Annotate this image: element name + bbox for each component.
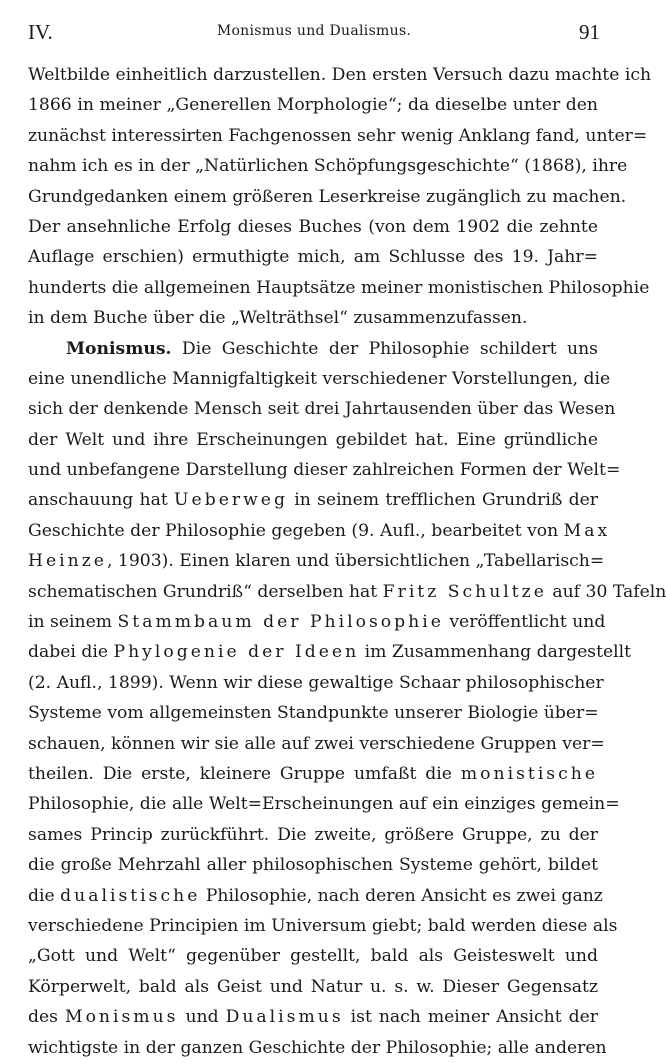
line-text: sames Princip zurückführt. Die zweite, größere Gruppe, zu der bbox=[28, 824, 598, 845]
text-line bbox=[28, 303, 598, 333]
text-line bbox=[28, 242, 598, 272]
line-text: sich der denkende Mensch seit drei Jahrtausenden über das Wesen bbox=[28, 399, 616, 420]
text-line bbox=[28, 881, 603, 911]
line-text: des bbox=[28, 1007, 65, 1028]
line-text: Philosophie, nach deren Ansicht es zwei ganz bbox=[200, 885, 603, 906]
text-line bbox=[28, 121, 648, 151]
spaced-emphasis: Heinze bbox=[28, 551, 107, 572]
page-number: 91 bbox=[579, 20, 600, 44]
running-header bbox=[28, 20, 600, 48]
spaced-emphasis: Phylogenie der Ideen bbox=[113, 642, 360, 663]
line-text: ist nach meiner Ansicht der bbox=[343, 1007, 598, 1028]
text-line bbox=[28, 546, 605, 576]
text-line bbox=[28, 334, 598, 364]
spaced-emphasis: Stammbaum der Philosophie bbox=[117, 612, 444, 633]
text-line bbox=[28, 1002, 598, 1032]
text-line bbox=[28, 577, 666, 607]
line-text: schematischen Grundriß“ derselben hat bbox=[28, 581, 383, 602]
line-text: der Welt und ihre Erscheinungen gebildet hat. Eine gründliche bbox=[28, 429, 598, 450]
line-text: veröffentlicht und bbox=[443, 612, 606, 633]
line-text: Der ansehnliche Erfolg dieses Buches (von dem 1902 die zehnte bbox=[28, 216, 598, 237]
text-line bbox=[28, 637, 632, 667]
text-line bbox=[28, 850, 598, 880]
running-title: Monismus und Dualismus. bbox=[216, 23, 412, 39]
text-line bbox=[28, 911, 618, 941]
line-text: Geschichte der Philosophie gegeben (9. Aufl., bearbeitet von bbox=[28, 520, 564, 541]
text-line bbox=[28, 182, 627, 212]
text-line bbox=[28, 607, 606, 637]
line-text: Auflage erschien) ermuthigte mich, am Schlusse des 19. Jahr= bbox=[28, 247, 598, 268]
line-text: anschauung hat bbox=[28, 490, 175, 511]
line-text: (2. Aufl., 1899). Wenn wir diese gewaltige Schaar philosophischer bbox=[28, 672, 604, 693]
line-text: schauen, können wir sie alle auf zwei verschiedene Gruppen ver= bbox=[28, 733, 605, 754]
chapter-number: IV. bbox=[28, 20, 53, 44]
line-text: Philosophie, die alle Welt=Erscheinungen auf ein einziges gemein= bbox=[28, 794, 620, 815]
text-line bbox=[28, 789, 620, 819]
text-line bbox=[28, 90, 598, 120]
line-text: „Gott und Welt“ gegenüber gestellt, bald als Geisteswelt und bbox=[28, 946, 598, 967]
spaced-emphasis: dualistische bbox=[60, 885, 201, 906]
text-line bbox=[28, 698, 598, 728]
spaced-emphasis: Dualismus bbox=[225, 1007, 344, 1028]
line-text: in seinem trefflichen Grundriß der bbox=[287, 490, 598, 511]
text-line bbox=[28, 516, 611, 546]
line-text: und bbox=[178, 1007, 226, 1028]
line-text: im Zusammenhang dargestellt bbox=[359, 642, 632, 663]
text-line bbox=[28, 273, 650, 303]
line-text: Die Geschichte der Philosophie schildert uns bbox=[171, 338, 598, 359]
text-line bbox=[28, 820, 598, 850]
text-line bbox=[28, 485, 598, 515]
spaced-emphasis: monistische bbox=[460, 763, 598, 784]
line-text: dabei die bbox=[28, 642, 114, 663]
line-text: die bbox=[28, 885, 61, 906]
line-text: theilen. Die erste, kleinere Gruppe umfaßt die bbox=[28, 763, 461, 784]
line-text: eine unendliche Mannigfaltigkeit verschiedener Vorstellungen, die bbox=[28, 368, 611, 389]
line-text: wichtigste in der ganzen Geschichte der Philosophie; alle anderen bbox=[28, 1037, 607, 1058]
line-text: 1866 in meiner „Generellen Morphologie“; da dieselbe unter den bbox=[28, 95, 598, 116]
spaced-emphasis: Max bbox=[563, 520, 611, 541]
line-text: in seinem bbox=[28, 612, 118, 633]
line-text: Weltbilde einheitlich darzustellen. Den ersten Versuch dazu machte ich bbox=[28, 65, 652, 85]
spaced-emphasis: Fritz Schultze bbox=[382, 581, 547, 602]
text-line bbox=[28, 425, 598, 455]
line-text: Körperwelt, bald als Geist und Natur u. s. w. Dieser Gegensatz bbox=[28, 976, 598, 997]
text-line bbox=[28, 151, 628, 181]
line-text: die große Mehrzahl aller philosophischen Systeme gehört, bildet bbox=[28, 855, 598, 876]
line-text: in dem Buche über die „Welträthsel“ zusammenzufassen. bbox=[28, 308, 528, 329]
text-line bbox=[28, 394, 616, 424]
spaced-emphasis: Ueberweg bbox=[174, 490, 288, 511]
text-line bbox=[28, 1033, 607, 1063]
text-line bbox=[28, 212, 598, 242]
text-line bbox=[28, 455, 621, 485]
spaced-emphasis: Monismus bbox=[64, 1007, 179, 1028]
text-line bbox=[28, 729, 605, 759]
line-text: , 1903). Einen klaren und übersichtlichen „Tabellarisch= bbox=[106, 551, 605, 572]
text-line bbox=[28, 759, 598, 789]
section-heading: Monismus. bbox=[66, 338, 172, 359]
text-line bbox=[28, 941, 598, 971]
line-text: hunderts die allgemeinen Hauptsätze meiner monistischen Philosophie bbox=[28, 277, 650, 298]
line-text: auf 30 Tafeln bbox=[546, 581, 666, 602]
text-line bbox=[28, 364, 611, 394]
text-line bbox=[28, 668, 604, 698]
line-text: zunächst interessirten Fachgenossen sehr wenig Anklang fand, unter= bbox=[28, 125, 648, 146]
text-body bbox=[28, 60, 666, 1063]
text-line bbox=[28, 60, 652, 90]
line-text: nahm ich es in der „Natürlichen Schöpfungsgeschichte“ (1868), ihre bbox=[28, 156, 628, 177]
line-text: Grundgedanken einem größeren Leserkreise zugänglich zu machen. bbox=[28, 186, 627, 207]
line-text: und unbefangene Darstellung dieser zahlreichen Formen der Welt= bbox=[28, 460, 621, 481]
text-line bbox=[28, 972, 598, 1002]
line-text: verschiedene Principien im Universum giebt; bald werden diese als bbox=[28, 915, 618, 936]
line-text: Systeme vom allgemeinsten Standpunkte unserer Biologie über= bbox=[28, 703, 599, 724]
